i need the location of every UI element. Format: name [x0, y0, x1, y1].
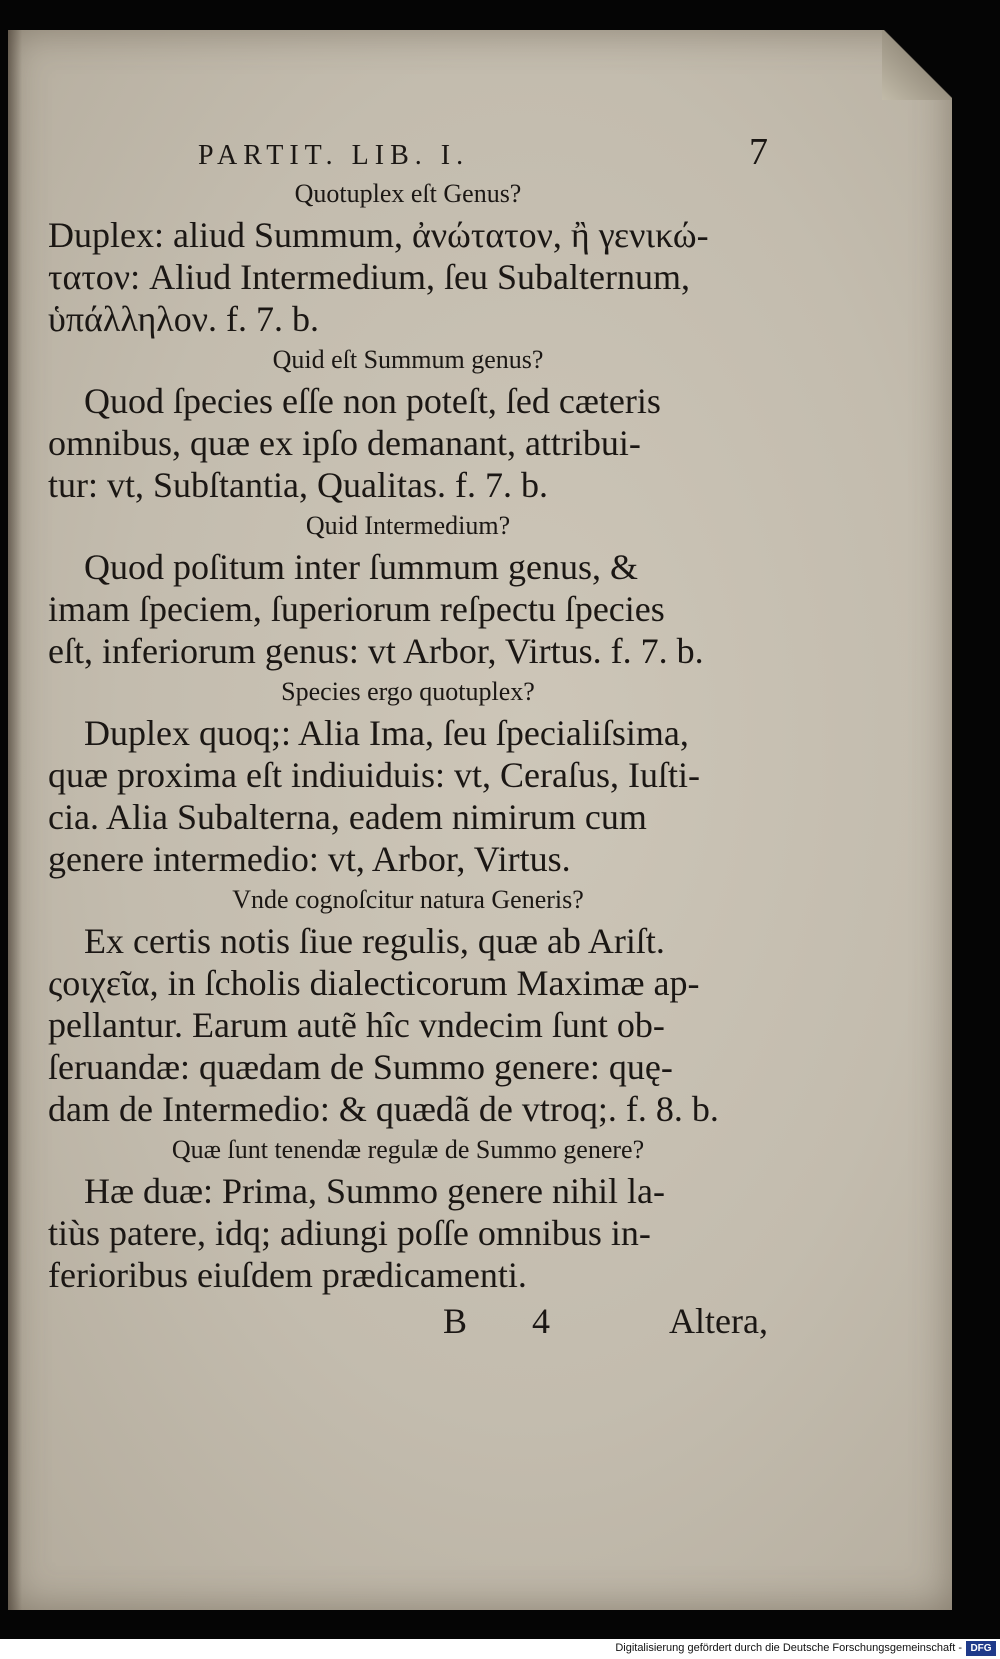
text-line: genere intermedio: vt, Arbor, Virtus. — [48, 839, 571, 879]
text-line: ςοιχεῖα, in ſcholis dialecticorum Maximæ ap- — [48, 963, 700, 1003]
text-line: Ex certis notis ſiue regulis, quæ ab Ariſt. — [84, 921, 665, 961]
text-line: pellantur. Earum autẽ hîc vndecim ſunt ob- — [48, 1005, 665, 1045]
text-line: dam de Intermedio: & quædã de vtroq;. f. 8. b. — [48, 1089, 719, 1129]
text-line: tiùs patere, idq; adiungi poſſe omnibus in- — [48, 1213, 651, 1253]
book-page — [8, 30, 952, 1610]
text-line: imam ſpeciem, ſuperiorum reſpectu ſpecies — [48, 589, 665, 629]
answer-paragraph — [48, 380, 768, 506]
answer-paragraph — [48, 712, 768, 880]
section — [48, 174, 768, 340]
dfg-logo: DFG — [966, 1641, 996, 1656]
running-head — [48, 130, 768, 174]
page-gutter-shadow — [8, 30, 22, 1610]
section — [48, 1130, 768, 1296]
text-line: Quod poſitum inter ſummum genus, & — [84, 547, 638, 587]
section — [48, 506, 768, 672]
question-heading: Vnde cognoſcitur natura Generis? — [232, 885, 584, 914]
text-line: ſeruandæ: quædam de Summo genere: quę- — [48, 1047, 673, 1087]
text-line: tur: vt, Subſtantia, Qualitas. f. 7. b. — [48, 465, 548, 505]
signature-mark: B 4 — [443, 1301, 579, 1341]
question-heading: Quid eſt Summum genus? — [272, 345, 544, 374]
question-heading: Quid Intermedium? — [305, 511, 511, 540]
text-line: τατον: Aliud Intermedium, ſeu Subalternum, — [48, 257, 690, 297]
text-line: eſt, inferiorum genus: vt Arbor, Virtus. f. 7. b. — [48, 631, 704, 671]
text-line: Duplex quoq;: Alia Ima, ſeu ſpecialiſsima, — [84, 713, 689, 753]
answer-paragraph — [48, 214, 768, 340]
digitization-footer — [0, 1639, 1000, 1659]
page-number: 7 — [749, 131, 768, 173]
catchline — [48, 1296, 768, 1344]
question-heading: Quæ ſunt tenendæ regulæ de Summo genere? — [171, 1135, 645, 1164]
running-head-title: PARTIT. LIB. I. — [198, 140, 470, 171]
text-line: quæ proxima eſt indiuiduis: vt, Ceraſus, Iuſti- — [48, 755, 700, 795]
funding-credit: Digitalisierung gefördert durch die Deutsche Forschungsgemeinschaft - — [615, 1642, 962, 1654]
text-line: Duplex: aliud Summum, ἀνώτατον, ἢ γενικώ- — [48, 215, 709, 255]
text-line: Hæ duæ: Prima, Summo genere nihil la- — [84, 1171, 665, 1211]
page-text-block — [48, 130, 768, 1344]
question-heading: Species ergo quotuplex? — [281, 677, 535, 706]
section — [48, 340, 768, 506]
answer-paragraph — [48, 1170, 768, 1296]
text-line: omnibus, quæ ex ipſo demanant, attribui- — [48, 423, 641, 463]
text-line: Quod ſpecies eſſe non poteſt, ſed cæteris — [84, 381, 661, 421]
section — [48, 880, 768, 1130]
catchword: Altera, — [669, 1301, 768, 1341]
section — [48, 672, 768, 880]
text-line: ferioribus eiuſdem prædicamenti. — [48, 1255, 527, 1295]
text-line: cia. Alia Subalterna, eadem nimirum cum — [48, 797, 647, 837]
page-corner-fold — [882, 30, 952, 100]
text-line: ὑπάλληλον. f. 7. b. — [48, 299, 320, 339]
question-heading: Quotuplex eſt Genus? — [294, 179, 522, 208]
answer-paragraph — [48, 920, 768, 1130]
answer-paragraph — [48, 546, 768, 672]
